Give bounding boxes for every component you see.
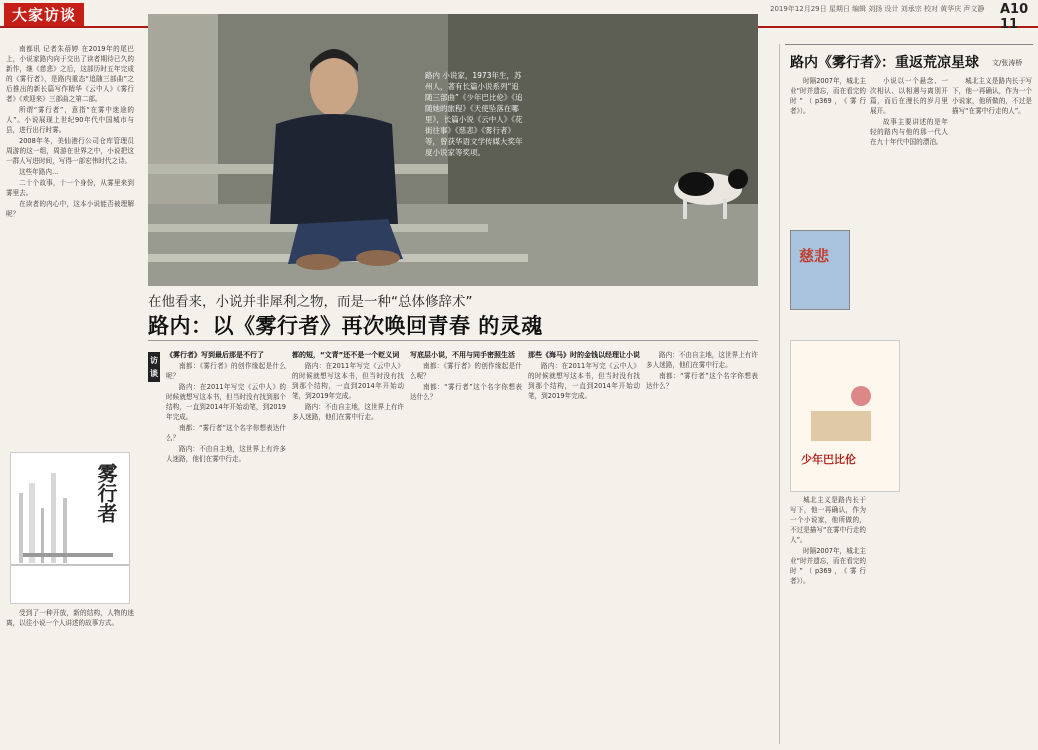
interview-column-5 (646, 350, 758, 746)
qa-paragraph: 南都：《雾行者》的创作缘起是什么呢？ (166, 362, 286, 380)
qa-paragraph: 南都：“雾行者”这个名字你想表达什么？ (646, 372, 758, 390)
section-heading: 《雾行者》写到最后那是不行了 (166, 351, 264, 359)
qa-paragraph: 路内：在2011年写完《云中人》的时候就想写这本书，但当时没有找到那个结构，一直到2014年开始动笔，到2019年完成。 (166, 383, 286, 421)
paragraph: 小说以一个悬念、一次相认、以相遇与离别开篇，而后在漫长的岁月里展开。 (870, 77, 948, 115)
qa-paragraph: 路内：在2011年写完《云中人》的时候就想写这本书，但当时没有找到那个结构，一直到2014年开始动笔，到2019年完成。 (292, 362, 404, 400)
qa-paragraph: 南都：《雾行者》的创作缘起是什么呢？ (410, 362, 522, 380)
book-cover-shaonian-babilun (790, 340, 900, 492)
paragraph: 在读者的内心中，这本小说能否被理解呢？ (6, 200, 134, 218)
paragraph: 城北主义是路内长于写下，他一再确认，作为一个小说家，他所做的，不过是描写“在雾中行走的人”。 (952, 77, 1032, 115)
right-article-author: 文/张涛桥 (992, 59, 1023, 67)
book-title: 雾行者 (94, 463, 118, 523)
paragraph: 这些年路内... (19, 168, 59, 176)
interview-column-1 (166, 350, 286, 746)
paragraph: 所谓“雾行者”，意指“在雾中迷途的人”。小说展现上世纪90年代中国城市与县，进行出行时雾。 (6, 106, 134, 134)
right-article-rule (785, 44, 1033, 45)
page-number: A10 11 (1000, 2, 1029, 32)
book-cover-wuxingzhe (10, 452, 130, 604)
book-cover-cibei (790, 230, 850, 310)
interview-column-3 (410, 350, 522, 746)
book-title: 少年巴比伦 (801, 453, 856, 466)
qa-paragraph: 路内：不由自主地，这世界上有许多人迷路，他们在雾中行走。 (646, 351, 758, 369)
paragraph: 时隔2007年，城北主业“时并遗忘，而在看完的时”（p369，《雾行者》）。 (790, 77, 866, 115)
right-article-title: 路内《雾行者》：重返荒凉星球 (790, 55, 979, 71)
paragraph: 时隔2007年，城北主业“时并遗忘，而在看完的时”（p369，《雾行者》）。 (790, 547, 866, 585)
left-column-1 (6, 44, 134, 449)
qa-paragraph: 南都：“雾行者”这个名字你想表达什么？ (410, 383, 522, 401)
paragraph: 二十个故事，十一个身份，从雾里来到雾里去。 (6, 179, 134, 197)
right-column-1b (790, 495, 866, 745)
interview-column-2 (292, 350, 404, 746)
paragraph: 受到了一种开放，新的结构，人物的迷离，以往小说一个人讲述的故事方式。 (6, 609, 134, 627)
right-column-3 (952, 76, 1032, 746)
section-heading: 那些《海马》时的金钱以经理让小说 (528, 351, 640, 359)
section-heading: 写底层小说，不用与同手密照生活 (410, 351, 515, 359)
qa-paragraph: 南都：“雾行者”这个名字你想表达什么？ (166, 424, 286, 442)
paragraph: 南都讯 记者朱蓓婷 在2019年的尾巴上，小说家路内向于交出了读者期待已久的新作，继《慈悲》之后，这部历时五年完成的《雾行者》，是路内重态“追随三部曲”之后推出的新长篇写作精华《云中人》《雾行者》《欢迎来》三部曲之第二部。 (6, 45, 134, 103)
photo-caption: 路内 小说家，1973年生，苏州人，著有长篇小说系列“追随三部曲”《少年巴比伦》《追随她的旅程》《天使坠落在哪里》，长篇小说《云中人》《花街往事》《慈悲》《雾行者》等，曾获华语文学传媒大奖年度小说家等奖项。 (425, 71, 523, 157)
qa-paragraph: 路内：不由自主地，这世界上有许多人迷路，他们在雾中行走。 (166, 445, 286, 463)
subheadline: 在他看来，小说并非犀利之物，而是一种“总体修辞术” (148, 294, 473, 310)
issue-meta: 2019年12月29日 星期日 编辑 刘扬 设计 刘承宗 校对 黄华庆 声文静 (770, 5, 985, 13)
section-heading: 都的短，“文青”还不是一个贬义词 (292, 351, 400, 359)
qa-paragraph: 路内：在2011年写完《云中人》的时候就想写这本书，但当时没有找到那个结构，一直到2014年开始动笔，到2019年完成。 (528, 362, 640, 400)
portrait-photo (148, 14, 758, 286)
book-title: 慈悲 (799, 247, 830, 265)
paragraph: 2008年冬，美仙港行公司仓库管理员周游的这一组，周游在世界之中，小说把这一群人写进时间，写得一部宏伟时代之诗。 (6, 137, 134, 165)
paragraph: 故事主要讲述的是年轻的路内与他的那一代人在九十年代中国的漂泊。 (870, 118, 948, 146)
column-divider (779, 44, 780, 744)
paragraph: 城北主义是路内长于写下，他一再确认，作为一个小说家，他所做的，不过是描写“在雾中行走的人”。 (790, 496, 866, 544)
right-column-1a (790, 76, 866, 226)
interview-tag: 访谈 (148, 352, 160, 382)
qa-paragraph: 路内：不由自主地，这世界上有许多人迷路，他们在雾中行走。 (292, 403, 404, 421)
interview-column-4 (528, 350, 640, 746)
headline-rule (148, 340, 758, 341)
section-title: 大家访谈 (4, 3, 84, 26)
main-headline: 路内：以《雾行者》再次唤回青春 的灵魂 (148, 314, 543, 338)
left-column-1b (6, 608, 134, 748)
